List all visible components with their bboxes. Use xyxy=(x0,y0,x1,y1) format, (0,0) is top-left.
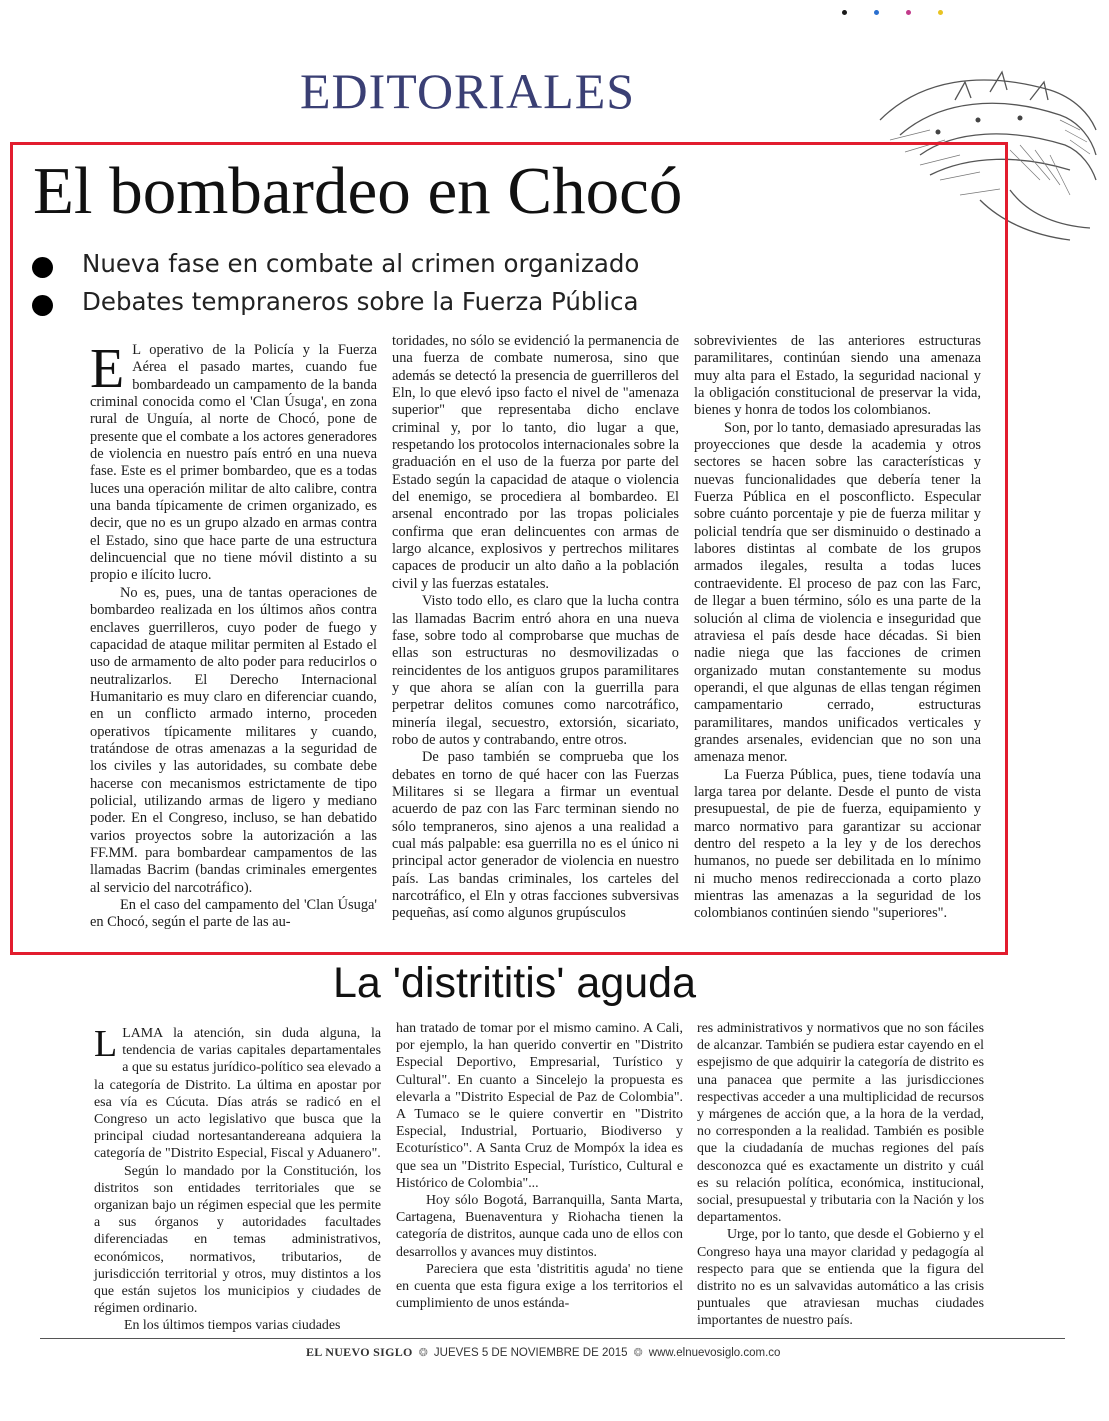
bullet-icon xyxy=(32,257,53,278)
drop-cap: E xyxy=(90,338,125,400)
paragraph: res administrativos y normativos que no son fáciles de alcanzar. También se pudiera estar cayendo en el espejismo de que adquirir la categoría de distrito es una panacea que permite a las jurisdicciones respectivas acceder a una multiplicidad de recursos y márgenes de acción que, a la hora de la verdad, no corresponden a la realidad. También es posible que la ciudadanía de muchas regiones del país desconozca qué es exactamente un distrito y cuál es su relación política, económica, institucional, social, presupuestal y tributaria con la Nación y los departamentos. xyxy=(697,1021,984,1226)
paragraph: Según lo mandado por la Constitución, los distritos son entidades territoriales que se organizan bajo un régimen especial que les permite a sus órganos y autoridades facultades diferenciadas en temas administrativos, económicos, normativos, tributarios, de jurisdicción territorial y otros, muy distintos a los que están sujetos los municipios y ciudades de régimen ordinario. xyxy=(94,1163,381,1317)
section-title: EDITORIALES xyxy=(300,63,636,119)
subhead-text: Nueva fase en combate al crimen organizado xyxy=(82,249,640,278)
paragraph: Son, por lo tanto, demasiado apresuradas las proyecciones que desde la academia y otros sectores se hacen sobre las características y nuevas funcionalidades que debería tener la Fuerza Pública en el posconflicto. Especular sobre cuánto porcentaje y pie de fuerza militar y policial tendría que ser disminuido o destinado a labores distintas al combate de los grupos armados ilegales, resulta a todas luces contraevidente. El proceso de paz con las Farc, de llegar a buen término, sólo es una parte de la solución al clima de violencia e inseguridad que atraviesa el país desde hace décadas. Si bien nadie niega que las facciones de crimen organizado mutan constantemente su modus operandi, el que algunas de ellas tengan régimen campamentario cerrado, estructuras paramilitares, mandos unificados verticales y grandes arsenales, evidencian que no son una amenaza menor. xyxy=(694,419,981,766)
paragraph-text: L operativo de la Policía y la Fuerza Aérea el pasado martes, cuando fue bombardeado un campamento de la banda criminal conocida como el 'Clan Úsuga', en zona rural de Unguía, al norte de Chocó, pone de presente que el combate a los actores generadores de violencia en nuestro país entró en una nueva fase. Este es el primer bombardeo, que es a todas luces una operación militar de alto calibre, contra una banda típicamente de crimen organizado, es decir, que no es un grupo alzado en armas contra el Estado, sino que hace parte de una estructura delincuencial que no tiene móvil distinto a su propio e ilícito lucro. xyxy=(90,342,377,584)
paragraph: Pareciera que esta 'distrititis aguda' no tiene en cuenta que esta figura exige a los territorios el cumplimiento de unos estánda- xyxy=(396,1261,683,1312)
dot-blue xyxy=(874,10,879,15)
subhead-item xyxy=(30,285,639,323)
subhead-text: Debates tempraneros sobre la Fuerza Pública xyxy=(82,287,639,316)
paragraph-text: LAMA la atención, sin duda alguna, la tendencia de varias capitales departamentales a que su estatus jurídico-político sea elevado a la categoría de Distrito. La última en apostar por esa vía es Cúcuta. Días atrás se radicó en el Congreso un acto legislativo que busca que la principal ciudad nortesantandereana adquiera la categoría de "Distrito Especial, Fiscal y Aduanero". xyxy=(94,1026,381,1162)
page-footer xyxy=(306,1345,780,1360)
dot-yellow xyxy=(938,10,943,15)
paragraph: La Fuerza Pública, pues, tiene todavía una larga tarea por delante. Desde el punto de vista presupuestal, de pie de fuerza, equipamiento y marco normativo para garantizar su accionar dentro del respeto a la ley y de los derechos humanos, no puede ser debilitada en lo mínimo ni mucho menos redireccionada a corto plazo mientras las amenazas a la seguridad de los colombianos continúen siendo "superiores". xyxy=(694,766,981,922)
newspaper-name: EL NUEVO SIGLO xyxy=(306,1345,413,1359)
article1-column-2 xyxy=(392,333,679,923)
paragraph: Urge, por lo tanto, que desde el Gobierno y el Congreso haya una mayor claridad y pedagogía al respecto para que se entienda que la figura del distrito no es un salvavidas automático a las crisis puntuales que atraviesan muchas ciudades importantes de nuestro país. xyxy=(697,1227,984,1329)
article-headline: El bombardeo en Chocó xyxy=(33,154,683,228)
paragraph: En los últimos tiempos varias ciudades xyxy=(124,1318,341,1334)
paragraph xyxy=(94,1025,381,1163)
article2-column-3 xyxy=(697,1020,984,1330)
article1-column-1 xyxy=(90,338,377,932)
separator-icon: ❂ xyxy=(633,1347,643,1359)
paragraph: toridades, no sólo se evidenció la permanencia de una fuerza de combate numerosa, sino que además se detectó la presencia de guerrilleros del Eln, lo que elevó ipso facto el nivel de "amenaza superior" que representaba dicho enclave criminal y, por lo tanto, dio lugar a que, respetando los protocolos internacionales sobre la graduación en el uso de la fuerza por parte del Estado según la capacidad de ataque o violencia del enemigo, se procediera al bombardeo. El arsenal encontrado por las tropas policiales confirma que eran delincuentes con armas de largo alcance, explosivos y pertrechos militares capaces de producir un alto daño a la población civil y las fuerzas estatales. xyxy=(392,333,679,592)
article1-column-3 xyxy=(694,333,981,923)
article-subheads xyxy=(30,247,639,323)
dot-black xyxy=(842,10,847,15)
paragraph: han tratado de tomar por el mismo camino. A Cali, por ejemplo, la han querido convertir en "Distrito Especial Deportivo, Empresarial, Turístico y Cultural". En cuanto a Sincelejo la propuesta es elevarla a "Distrito Especial de Paz de Colombia". A Tumaco se le quiere convertir en "Distrito Especial, Industrial, Portuario, Biodiverso y Ecoturístico". A Santa Cruz de Mompóx la idea es que sea un "Distrito Especial, Turístico, Cultural e Histórico de Colombia"... xyxy=(396,1021,683,1191)
paragraph: Hoy sólo Bogotá, Barranquilla, Santa Marta, Cartagena, Buenaventura y Riohacha tienen la categoría de distritos, aunque cada uno de ellos con desarrollos y avances muy distintos. xyxy=(396,1193,683,1260)
paragraph: No es, pues, una de tantas operaciones de bombardeo realizada en los últimos años contra enclaves guerrilleros, cuyo poder de fuego y capacidad de ataque militar permiten al Estado el uso de armamento de alto poder para reducirlos o neutralizarlos. El Derecho Internacional Humanitario es muy claro en diferenciar cuando, en un conflicto armado interno, proceden operativos típicamente militares y cuando, tratándose de otras amenazas a la seguridad de los civiles y las autoridades, su combate debe hacerse con mecanismos estrictamente de tipo policial, utilizando armas de ligero y mediano poder. En el Congreso, incluso, se han debatido varios proyectos sobre la autorización a las FF.MM. para bombardear campamentos de las llamadas Bacrim (bandas criminales emergentes al servicio del narcotráfico). xyxy=(90,584,377,896)
subhead-item xyxy=(30,247,639,285)
paragraph: En el caso del campamento del 'Clan Úsuga' en Chocó, según el parte de las au- xyxy=(90,897,377,931)
drop-cap: L xyxy=(94,1023,118,1065)
article2-column-1 xyxy=(94,1025,381,1335)
registration-dots xyxy=(842,10,943,15)
footer-rule xyxy=(40,1338,1065,1339)
dot-magenta xyxy=(906,10,911,15)
paragraph: Visto todo ello, es claro que la lucha contra las llamadas Bacrim entró ahora en una nueva fase, sobre todo al comprobarse que muchas de ellas son estructuras no desmovilizadas o reincidentes de los antiguos grupos paramilitares y que ahora se alían con la guerrilla para perpetrar delitos comunes como narcotráfico, minería ilegal, secuestro, extorsión, sicariato, robo de autos y contrabando, entre otros. xyxy=(392,593,679,748)
paragraph xyxy=(90,338,377,585)
separator-icon: ❂ xyxy=(418,1347,428,1359)
paragraph: sobrevivientes de las anteriores estructuras paramilitares, continúan siendo una amenaza muy alta para el Estado, la seguridad nacional y la obligación constitucional de preservar la vida, bienes y honra de todos los colombianos. xyxy=(694,333,981,419)
paragraph: De paso también se comprueba que los debates en torno de qué hacer con las Fuerzas Militares si se llegara a firmar un eventual acuerdo de paz con las Farc terminan siendo no sólo tempraneros, sino ajenos a una realidad a cual más palpable: esa guerrilla no es el único ni principal actor generador de violencia en nuestro país. Las bandas criminales, los carteles del narcotráfico, el Eln y otras facciones subversivas pequeñas, así como algunos grupúsculos xyxy=(392,749,679,922)
article2-column-2 xyxy=(396,1020,683,1312)
bullet-icon xyxy=(32,295,53,316)
issue-date: JUEVES 5 DE NOVIEMBRE DE 2015 xyxy=(433,1346,628,1359)
website-url: www.elnuevosiglo.com.co xyxy=(648,1346,781,1359)
article2-headline: La 'distrititis' aguda xyxy=(333,959,697,1007)
